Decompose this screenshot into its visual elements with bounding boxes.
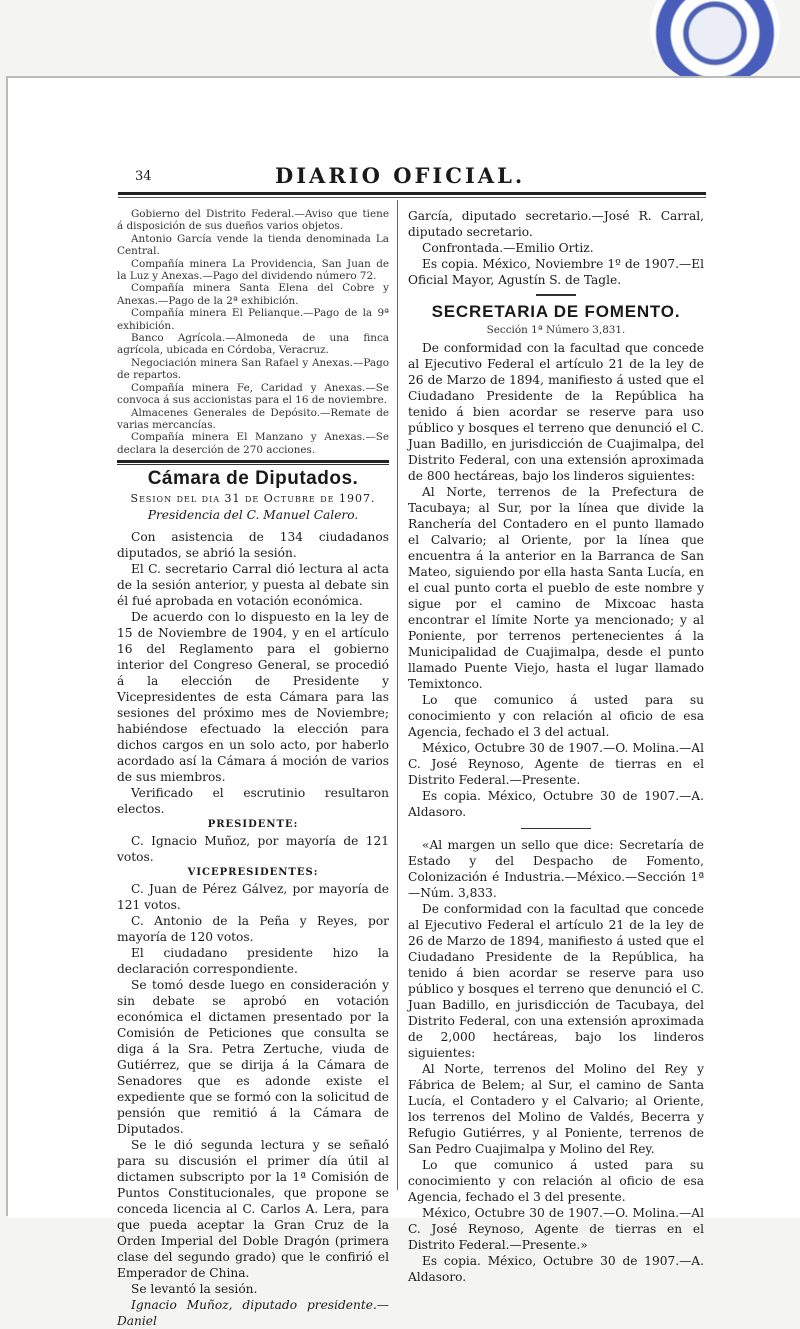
section-rule-thin [117,464,389,465]
paragraph: El ciudadano presidente hizo la declaración correspondiente. [117,946,389,977]
notice-item: Compañía minera La Providencia, San Juan de la Luz y Anexas.—Pago del dividendo número 72. [117,257,389,283]
section-number: Sección 1ª Número 3,831. [486,324,626,336]
copy-line: Es copia. México, Noviembre 1º de 1907.—El Oficial Mayor, Agustín S. de Tagle. [408,257,704,287]
vicepresidents-label: VICEPRESIDENTES: [187,867,319,879]
paragraph: De acuerdo con lo dispuesto en la ley de 15 de Noviembre de 1904, y en el artículo 16 del Reglamento para el gobierno interior del Congreso General, se procedió á la elección de Presidente y Vicepresidentes de esta Cámara para las sesiones del próximo mes de Noviembre; habiéndose efectuado la elección para dichos cargos en un solo acto, por haberlo acordado así la Cámara á moción de varios de sus miembros. [117,610,389,785]
paragraph: Verificado el escrutinio resultaron electos. [117,786,389,817]
session-line: Sesion del dia 31 de Octubre de 1907. [130,492,376,506]
notice-item: Banco Agrícola.—Almoneda de una finca agrícola, ubicada en Córdoba, Veracruz. [117,332,389,357]
paragraph: C. Antonio de la Peña y Reyes, por mayoría de 120 votos. [117,914,389,945]
notices-list [117,208,389,456]
fomento-title: SECRETARIA DE FOMENTO. [431,302,681,321]
confrontada-line: Confrontada.—Emilio Ortiz. [422,241,594,255]
right-column [408,208,704,1285]
paragraph: México, Octubre 30 de 1907.—O. Molina.—Al C. José Reynoso, Agente de tierras en el Distrito Federal.—Presente. [408,741,704,788]
continuation-text: García, diputado secretario.—José R. Carral, diputado secretario. [408,209,704,239]
notice-item: Gobierno del Distrito Federal.—Aviso que tiene á disposición de sus dueños varios objetos. [117,208,389,233]
notice-item: Antonio García vende la tienda denominada La Central. [117,232,389,258]
presidency-line: Presidencia del C. Manuel Calero. [147,508,359,523]
notice-item: Compañía minera Santa Elena del Cobre y Anexas.—Pago de la 2ª exhibición. [117,282,389,307]
page-number: 34 [135,169,152,184]
archive-seal [650,0,780,85]
president-label: PRESIDENTE: [207,819,299,831]
notice-item: Compañía minera El Manzano y Anexas.—Se declara la deserción de 270 acciones. [117,431,389,456]
separator [536,294,576,296]
paragraph: Con asistencia de 134 ciudadanos diputados, se abrió la sesión. [117,530,389,561]
header-rule-thin [118,197,706,198]
section-rule [117,460,389,463]
paragraph: De conformidad con la facultad que concede al Ejecutivo Federal el artículo 21 de la ley de 26 de Marzo de 1894, manifiesto á usted que el Ciudadano Presidente de la República, ha tenido á bien acordar se reserve para uso público y bosques el terreno que denunció el C. Juan Badillo, en jurisdicción de Tacubaya, del Distrito Federal, con una extensión aproximada de 2,000 hectáreas, bajo los linderos siguientes: [408,902,704,1061]
paragraph: Al Norte, terrenos del Molino del Rey y Fábrica de Belem; al Sur, el camino de Santa Lucía, el Contadero y el Calvario; al Oriente, los terrenos del Molino de Valdés, Becerra y Refugio Gutiérres, y al Poniente, terrenos de San Pedro Cuajimalpa y Molino del Rey. [408,1062,704,1157]
paragraph: Se levantó la sesión. [131,1282,258,1297]
paragraph: Al Norte, terrenos de la Prefectura de Tacubaya; al Sur, por la línea que divide la Ranchería del Contadero en el punto llamado el Calvario; al Oriente, por la línea que encuentra á la anterior en la Barranca de San Mateo, siguiendo por ella hasta Santa Lucía, en el cual punto corta el pueblo de este nombre y sigue por el camino de Mixcoac hasta encontrar el límite Norte ya mencionado; y al Poniente, por terrenos pertenecientes á la Municipalidad de Cuajimalpa, desde el punto llamado Puente Viejo, hasta el lugar llamado Temixtonco. [408,485,704,692]
paragraph: De conformidad con la facultad que concede al Ejecutivo Federal el artículo 21 de la ley de 26 de Marzo de 1894, manifiesto á usted que el Ciudadano Presidente de la República ha tenido á bien acordar se reserve para uso público y bosques el terreno que denunció el C. Juan Badillo, en jurisdicción de Cuajimalpa, del Distrito Federal, con una extensión aproximada de 800 hectáreas, bajo los linderos siguientes: [408,341,704,484]
paragraph: Es copia. México, Octubre 30 de 1907.—A. Aldasoro. [408,1254,704,1285]
chamber-title: Cámara de Diputados. [147,468,359,490]
paragraph: Lo que comunico á usted para su conocimiento y con relación al oficio de esa Agencia, fechado el 3 del presente. [408,1158,704,1205]
header-rule [118,192,706,195]
page-header [115,163,705,189]
paragraph: Lo que comunico á usted para su conocimiento y con relación al oficio de esa Agencia, fechado el 3 del actual. [408,693,704,740]
signature-line: Ignacio Muñoz, diputado presidente.—Daniel [117,1298,389,1329]
paragraph: El C. secretario Carral dió lectura al acta de la sesión anterior, y puesta al debate sin él fué aprobada en votación económica. [117,562,389,609]
paragraph: «Al margen un sello que dice: Secretaría de Estado y del Despacho de Fomento, Colonización é Industria.—México.—Sección 1ª—Núm. 3,833. [408,838,704,901]
column-divider [397,200,398,1190]
paragraph: C. Juan de Pérez Gálvez, por mayoría de 121 votos. [117,882,389,913]
masthead: DIARIO OFICIAL. [275,163,526,188]
notice-item: Negociación minera San Rafael y Anexas.—Pago de repartos. [117,356,389,382]
paragraph: Se le dió segunda lectura y se señaló para su discusión el primer día útil al dictamen subscripto por la 1ª Comisión de Puntos Constitucionales, que propone se conceda licencia al C. Carlos A. Lera, para que pueda aceptar la Gran Cruz de la Orden Imperial del Doble Dragón (primera clase del segundo grado) que le confirió el Emperador de China. [117,1138,389,1281]
notice-item: Almacenes Generales de Depósito.—Remate de varias mercancías. [117,406,389,431]
left-column [117,208,389,1329]
paragraph: Es copia. México, Octubre 30 de 1907.—A. Aldasoro. [408,789,704,820]
president-line: C. Ignacio Muñoz, por mayoría de 121 votos. [117,834,389,865]
notice-item: Compañía minera El Pelianque.—Pago de la 9ª exhibición. [117,307,389,332]
notice-item: Compañía minera Fe, Caridad y Anexas.—Se convoca á sus accionistas para el 16 de noviembre. [117,381,389,407]
paragraph: Se tomó desde luego en consideración y sin debate se aprobó en votación económica el dictamen presentado por la Comisión de Peticiones que consulta se diga á la Sra. Petra Zertuche, viuda de Gutiérrez, que se dirija á la Cámara de Senadores que es adonde existe el expediente que se formó con la solicitud de pensión que remitió á la Cámara de Diputados. [117,978,389,1137]
paragraph: México, Octubre 30 de 1907.—O. Molina.—Al C. José Reynoso, Agente de tierras en el Distrito Federal.—Presente.» [408,1206,704,1253]
separator [521,828,591,829]
